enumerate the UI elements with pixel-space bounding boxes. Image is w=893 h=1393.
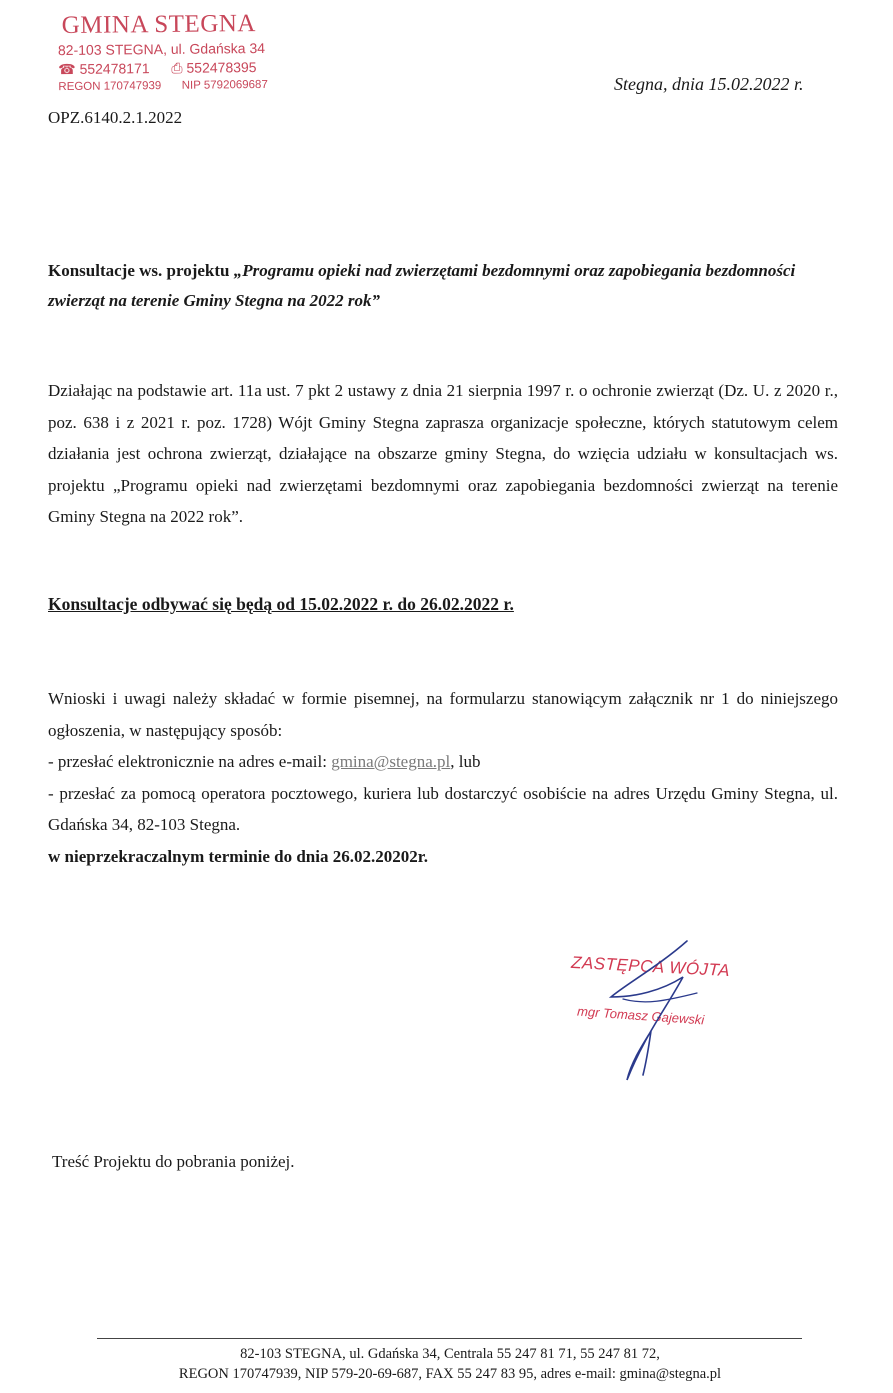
signature-title: ZASTĘPCA WÓJTA	[570, 952, 731, 981]
fax-icon: ⎙	[171, 59, 183, 76]
stamp-fax: 552478395	[186, 59, 257, 76]
final-deadline: w nieprzekraczalnym terminie do dnia 26.02.20202r.	[48, 846, 428, 866]
email-suffix: , lub	[450, 752, 481, 771]
signature-block	[565, 935, 765, 1095]
email-link[interactable]: gmina@stegna.pl	[331, 752, 451, 771]
phone-icon: ☎	[58, 60, 76, 78]
stamp-phone: 552478171	[79, 60, 150, 77]
submission-email-line	[48, 746, 838, 778]
stamp-ids	[58, 77, 268, 96]
footer-line-1: 82-103 STEGNA, ul. Gdańska 34, Centrala 55 247 81 71, 55 247 81 72,	[240, 1346, 660, 1362]
intro-paragraph: Działając na podstawie art. 11a ust. 7 pkt 2 ustawy z dnia 21 sierpnia 1997 r. o ochronie zwierząt (Dz. U. z 2020 r., poz. 638 i z 2021 r. poz. 1728) Wójt Gminy Stegna zaprasza organizacje społeczne, których statutowym celem działania jest ochrona zwierząt, działające na obszarze gminy Stegna, do wzięcia udziału w konsultacjach ws. projektu „Programu opieki nad zwierzętami bezdomnymi oraz zapobiegania bezdomności zwierząt na terenie Gminy Stegna na 2022 rok”.	[48, 381, 838, 526]
document-title	[48, 256, 848, 316]
title-italic: „Programu opieki nad zwierzętami bezdomnymi oraz zapobiegania bezdomności zwierząt na terenie Gminy Stegna na 2022 rok”	[48, 261, 796, 310]
submission-paragraph	[48, 683, 838, 872]
title-prefix: Konsultacje ws. projektu	[48, 261, 234, 280]
stamp-contacts	[58, 58, 268, 79]
signature-name: mgr Tomasz Gajewski	[576, 1003, 705, 1028]
submission-intro: Wnioski i uwagi należy składać w formie pisemnej, na formularzu stanowiącym załącznik nr 1 do niniejszego ogłoszenia, w następujący sposób:	[48, 689, 838, 740]
stamp-name: GMINA STEGNA	[61, 10, 257, 40]
stamp-regon: REGON 170747939	[58, 80, 162, 94]
document-date: Stegna, dnia 15.02.2022 r.	[614, 74, 804, 94]
footer	[90, 1344, 810, 1384]
download-note: Treść Projektu do pobrania poniżej.	[52, 1152, 295, 1171]
footer-divider	[97, 1338, 802, 1339]
reference-number: OPZ.6140.2.1.2022	[48, 108, 183, 127]
submission-post: - przesłać za pomocą operatora pocztowego, kuriera lub dostarczyć osobiście na adres Urzędu Gminy Stegna, ul. Gdańska 34, 82-103 Stegna.	[48, 783, 838, 834]
stamp-nip: NIP 5792069687	[181, 78, 268, 92]
office-stamp	[58, 9, 268, 96]
handwritten-signature	[565, 935, 765, 1095]
consultation-deadline: Konsultacje odbywać się będą od 15.02.2022 r. do 26.02.2022 r.	[48, 594, 514, 614]
footer-line-2: REGON 170747939, NIP 579-20-69-687, FAX 55 247 83 95, adres e-mail: gmina@stegna.pl	[178, 1366, 722, 1382]
stamp-address: 82-103 STEGNA, ul. Gdańska 34	[57, 39, 266, 59]
email-prefix: - przesłać elektronicznie na adres e-mail:	[48, 752, 332, 771]
